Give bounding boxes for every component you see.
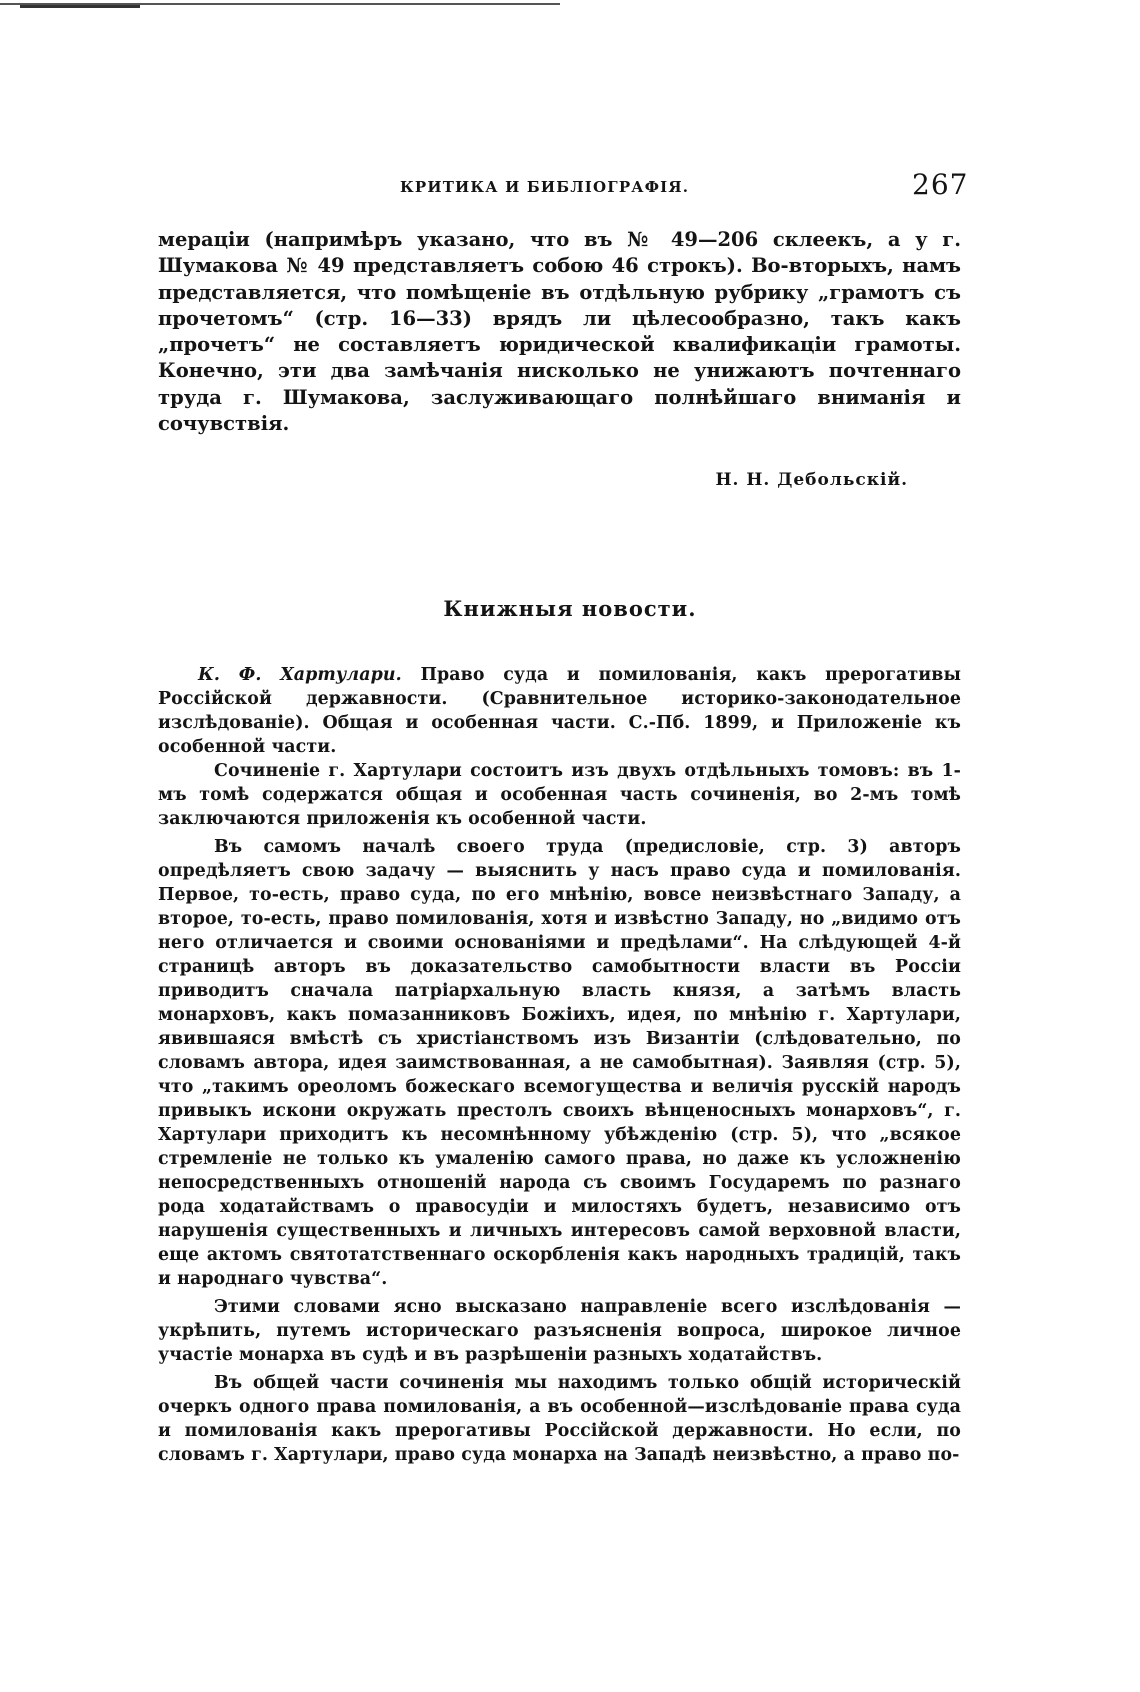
bibliographic-entry xyxy=(158,663,961,759)
section-title: Книжныя новости. xyxy=(443,596,697,621)
previous-review-paragraph: мераціи (напримѣръ указано, что въ № 49—206 склеекъ, а у г. Шумакова № 49 представляетъ собою 46 строкъ). Во-вторыхъ, намъ представляется, что помѣщеніе въ отдѣльную рубрику „грамотъ съ прочетомъ“ (стр. 16—33) врядъ ли цѣлесообразно, такъ какъ „прочетъ“ не составляетъ юридической квалификаціи грамоты. Конечно, эти два замѣчанія нисколько не унижаютъ почтеннаго труда г. Шумакова, заслуживающаго полнѣйшаго вниманія и сочувствія. xyxy=(158,228,961,436)
running-head: КРИТИКА И БИБЛІОГРАФІЯ. xyxy=(400,178,690,196)
review-paragraph: Сочиненіе г. Хартулари состоитъ изъ двухъ отдѣльныхъ томовъ: въ 1-мъ томѣ содержатся общая и особенная часть сочиненія, во 2-мъ томѣ заключаются приложенія къ особенной части. xyxy=(158,761,961,829)
page-edge-mark xyxy=(20,5,140,8)
book-title-entry: Право суда и помилованія, какъ прерогативы Россійской державности. (Сравнительное историко-законодательное изслѣдованіе). Общая и особенная части. С.-Пб. 1899, и Приложеніе къ особенной части. xyxy=(158,665,962,757)
review-paragraph: Въ самомъ началѣ своего труда (предисловіе, стр. 3) авторъ опредѣляетъ свою задачу — выяснить у насъ право суда и помилованія. Первое, то-есть, право суда, по его мнѣнію, вовсе неизвѣстнаго Западу, а второе, то-есть, право помилованія, хотя и извѣстно Западу, но „видимо отъ него отличается и своими основаніями и предѣлами“. На слѣдующей 4-й страницѣ авторъ въ доказательство самобытности власти въ Россіи приводитъ сначала патріархальную власть князя, а затѣмъ власть монарховъ, какъ помазанниковъ Божіихъ, идея, по мнѣнію г. Хартулари, явившаяся вмѣстѣ съ христіанствомъ изъ Византіи (слѣдовательно, по словамъ автора, идея заимствованная, а не самобытная). Заявляя (стр. 5), что „такимъ ореоломъ божескаго всемогущества и величія русскій народъ привыкъ искони окружать престолъ своихъ вѣнценосныхъ монарховъ“, г. Хартулари приходитъ къ несомнѣнному убѣжденію (стр. 5), что „всякое стремленіе не только къ умаленію самого права, но даже къ усложненію непосредственныхъ отношеній народа съ своимъ Государемъ по разнаго рода ходатайствамъ о правосудіи и милостяхъ будетъ, независимо отъ нарушенія существенныхъ и личныхъ интересовъ самой верховной власти, еще актомъ святотатственнаго оскорбленія какъ народныхъ традицій, такъ и народнаго чувства“. xyxy=(158,837,961,1289)
book-review xyxy=(158,663,961,1467)
reviewer-signature: Н. Н. Дебольскій. xyxy=(715,470,908,490)
review-paragraph: Этими словами ясно высказано направленіе всего изслѣдованія — укрѣпить, путемъ историческаго разъясненія вопроса, широкое личное участіе монарха въ судѣ и въ разрѣшеніи разныхъ ходатайствъ. xyxy=(158,1297,961,1365)
book-author: К. Ф. Хартулари. xyxy=(198,665,402,685)
review-paragraph: Въ общей части сочиненія мы находимъ только общій историческій очеркъ одного права помилованія, а въ особенной—изслѣдованіе права суда и помилованія какъ прерогативы Россійской державности. Но если, по словамъ г. Хартулари, право суда монарха на Западѣ неизвѣстно, а право по- xyxy=(158,1373,961,1465)
previous-review-continuation xyxy=(158,227,961,437)
page-number: 267 xyxy=(912,168,969,201)
